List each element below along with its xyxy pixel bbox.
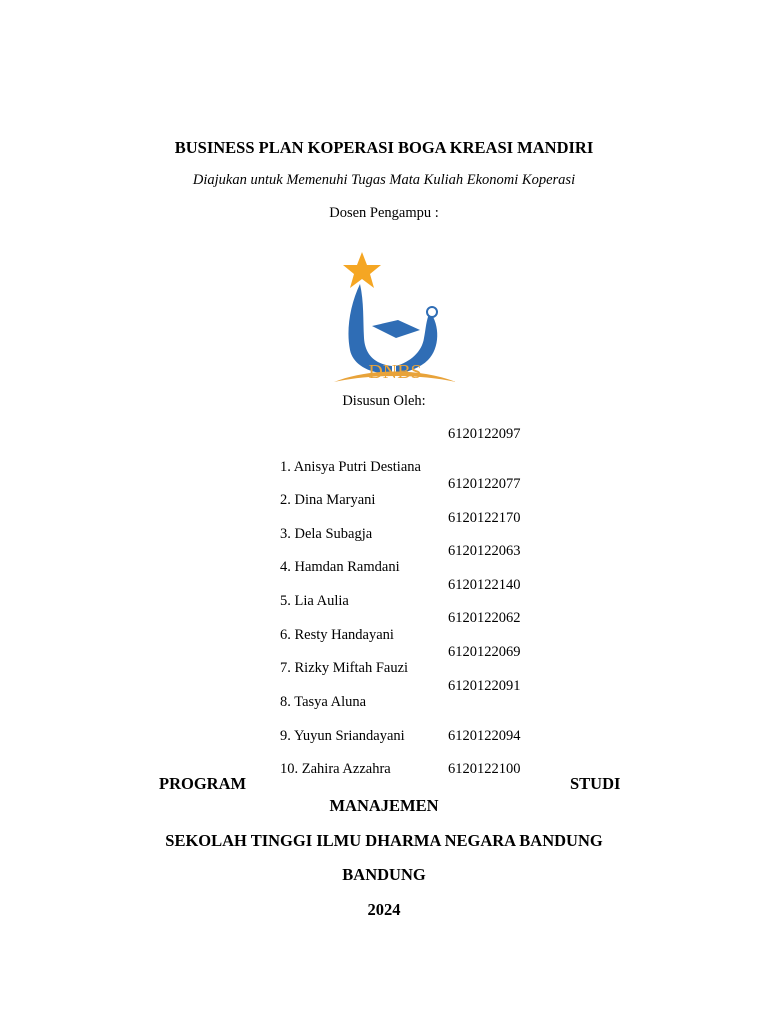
member-name: 8. Tasya Aluna bbox=[280, 694, 367, 710]
member-nim: 6120122094 bbox=[448, 728, 521, 744]
city-name: BANDUNG bbox=[342, 865, 426, 884]
logo-text: DNBS bbox=[368, 361, 422, 383]
lecturer-label: Dosen Pengampu : bbox=[329, 205, 439, 221]
member-nim: 6120122091 bbox=[448, 678, 521, 694]
compiled-by-label: Disusun Oleh: bbox=[342, 393, 426, 409]
member-nim: 6120122170 bbox=[448, 510, 521, 526]
member-name: 5. Lia Aulia bbox=[280, 593, 349, 609]
studi-word: STUDI bbox=[570, 774, 621, 793]
member-name: 7. Rizky Miftah Fauzi bbox=[280, 660, 409, 676]
member-name: 4. Hamdan Ramdani bbox=[280, 559, 400, 575]
document-title: BUSINESS PLAN KOPERASI BOGA KREASI MANDIRI bbox=[174, 138, 594, 157]
member-nim: 6120122077 bbox=[448, 476, 521, 492]
document-subtitle: Diajukan untuk Memenuhi Tugas Mata Kuliah Ekonomi Koperasi bbox=[192, 172, 576, 188]
member-nim-first: 6120122097 bbox=[448, 426, 521, 442]
member-name: 1. Anisya Putri Destiana bbox=[280, 459, 421, 475]
star-icon bbox=[343, 252, 381, 288]
member-name: 2. Dina Maryani bbox=[280, 492, 376, 508]
member-name: 9. Yuyun Sriandayani bbox=[280, 728, 405, 744]
document-year: 2024 bbox=[367, 900, 401, 919]
major-name: MANAJEMEN bbox=[329, 796, 439, 815]
logo-cap bbox=[372, 320, 420, 338]
member-nim: 6120122140 bbox=[448, 577, 521, 593]
program-word: PROGRAM bbox=[159, 774, 247, 793]
member-nim: 6120122069 bbox=[448, 644, 521, 660]
member-nim: 6120122062 bbox=[448, 610, 521, 626]
member-name: 6. Resty Handayani bbox=[280, 627, 394, 643]
institution-name: SEKOLAH TINGGI ILMU DHARMA NEGARA BANDUNG bbox=[165, 831, 603, 850]
dnbs-logo bbox=[330, 250, 460, 386]
member-name: 10. Zahira Azzahra bbox=[280, 761, 391, 777]
member-name: 3. Dela Subagja bbox=[280, 526, 373, 542]
member-nim: 6120122100 bbox=[448, 761, 521, 777]
member-nim: 6120122063 bbox=[448, 543, 521, 559]
